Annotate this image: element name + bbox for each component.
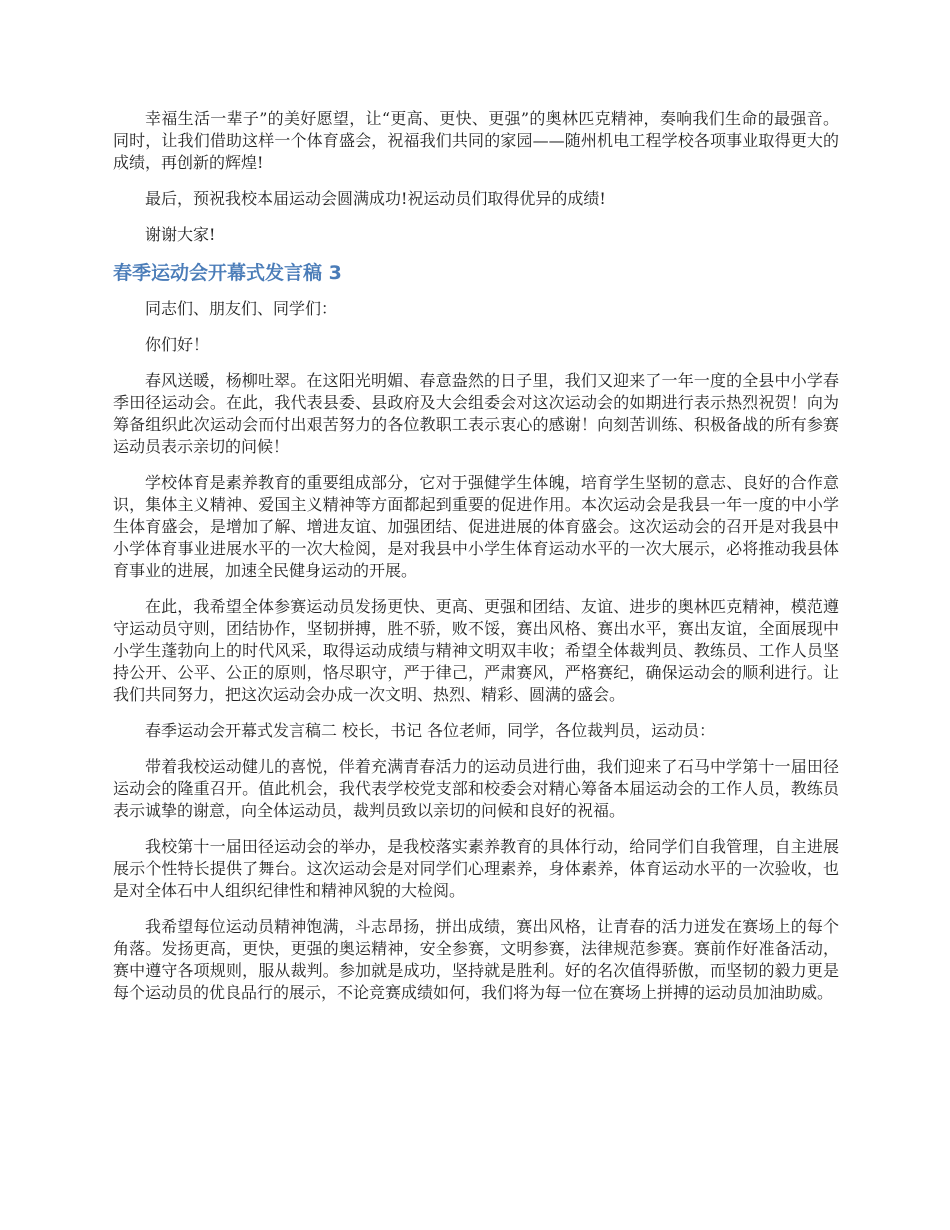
paragraph-continued: 幸福生活一辈子”的美好愿望，让“更高、更快、更强”的奥林匹克精神，奏响我们生命的最强音。同时，让我们借助这样一个体育盛会，祝福我们共同的家园——随州机电工程学校各项事业取得更大的成绩，再创新的辉煌! [113,109,839,172]
document-body [113,108,839,1018]
greeting: 你们好！ [145,335,210,354]
section-title: 春季运动会开幕式发言稿 3 [113,262,342,284]
paragraph: 我校第十一届田径运动会的举办，是我校落实素养教育的具体行动，给同学们自我管理，自主进展展示个性特长提供了舞台。这次运动会是对同学们心理素养，身体素养，体育运动水平的一次验收，也是对全体石中人组织纪律性和精神风貌的大检阅。 [113,837,839,900]
paragraph: 带着我校运动健儿的喜悦，伴着充满青春活力的运动员进行曲，我们迎来了石马中学第十一届田径运动会的隆重召开。值此机会，我代表学校党支部和校委会对精心筹备本届运动会的工作人员，教练员表示诚挚的谢意，向全体运动员，裁判员致以亲切的问候和良好的祝福。 [113,757,839,820]
paragraph: 春季运动会开幕式发言稿二 校长，书记 各位老师，同学，各位裁判员，运动员： [145,721,716,740]
paragraph: 在此，我希望全体参赛运动员发扬更快、更高、更强和团结、友谊、进步的奥林匹克精神，模范遵守运动员守则，团结协作，坚韧拼搏，胜不骄，败不馁，赛出风格、赛出水平，赛出友谊，全面展现中小学生蓬勃向上的时代风采，取得运动成绩与精神文明双丰收；希望全体裁判员、教练员、工作人员坚持公开、公平、公正的原则，恪尽职守，严于律己，严肃赛风，严格赛纪，确保运动会的顺利进行。让我们共同努力，把这次运动会办成一次文明、热烈、精彩、圆满的盛会。 [113,597,839,704]
paragraph: 学校体育是素养教育的重要组成部分，它对于强健学生体魄，培育学生坚韧的意志、良好的合作意识，集体主义精神、爱国主义精神等方面都起到重要的促进作用。本次运动会是我县一年一度的中小学生体育盛会，是增加了解、增进友谊、加强团结、促进进展的体育盛会。这次运动会的召开是对我县中小学体育事业进展水平的一次大检阅，是对我县中小学生体育运动水平的一次大展示，必将推动我县体育事业的进展，加速全民健身运动的开展。 [113,473,839,580]
salutation: 同志们、朋友们、同学们： [145,299,338,318]
paragraph: 春风送暖，杨柳吐翠。在这阳光明媚、春意盎然的日子里，我们又迎来了一年一度的全县中小学春季田径运动会。在此，我代表县委、县政府及大会组委会对这次运动会的如期进行表示热烈祝贺！向为筹备组织此次运动会而付出艰苦努力的各位教职工表示衷心的感谢！向刻苦训练、积极备战的所有参赛运动员表示亲切的问候！ [113,371,839,456]
paragraph: 最后，预祝我校本届运动会圆满成功!祝运动员们取得优异的成绩! [145,189,606,208]
paragraph: 谢谢大家! [145,225,216,244]
paragraph: 我希望每位运动员精神饱满，斗志昂扬，拼出成绩，赛出风格，让青春的活力迸发在赛场上的每个角落。发扬更高，更快，更强的奥运精神，安全参赛，文明参赛，法律规范参赛。赛前作好准备活动，赛中遵守各项规则，服从裁判。参加就是成功，坚持就是胜利。好的名次值得骄傲，而坚韧的毅力更是每个运动员的优良品行的展示，不论竞赛成绩如何，我们将为每一位在赛场上拼搏的运动员加油助威。 [113,917,839,1002]
